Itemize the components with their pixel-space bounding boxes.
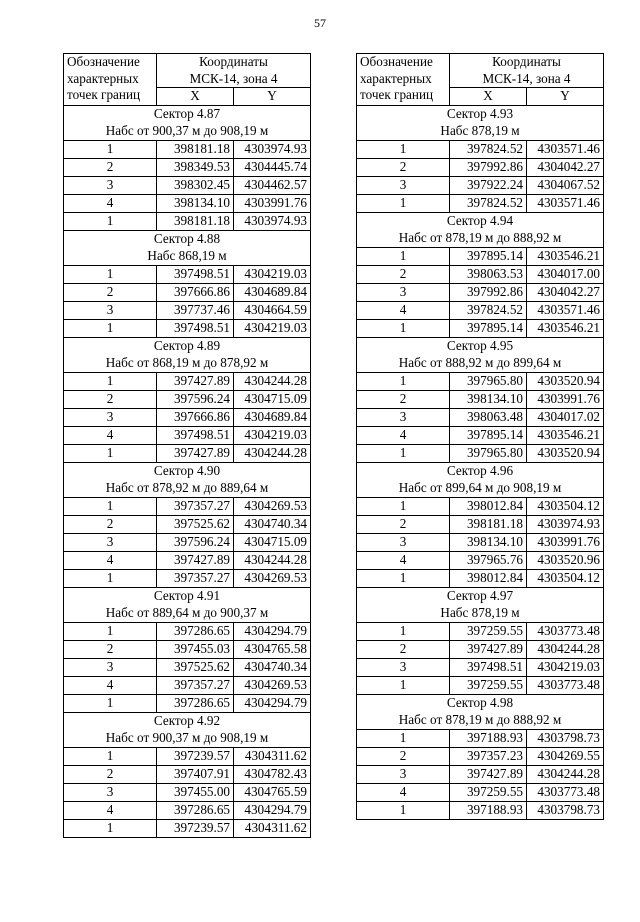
x-coordinate: 398063.48	[450, 409, 527, 427]
header-coord-line: Координаты	[199, 54, 268, 69]
table-row	[357, 766, 604, 784]
point-number: 1	[64, 623, 157, 641]
table-row	[64, 141, 311, 159]
table-row	[64, 159, 311, 177]
point-number: 3	[64, 659, 157, 677]
y-coordinate: 4304219.03	[234, 320, 311, 338]
sector-height-range: Нaбс от 868,19 м до 878,92 м	[105, 355, 269, 370]
header-point-designation	[64, 54, 157, 106]
y-coordinate: 4304269.53	[234, 677, 311, 695]
point-number: 3	[64, 534, 157, 552]
point-number: 3	[357, 534, 450, 552]
header-y: Y	[234, 88, 311, 106]
x-coordinate: 397922.24	[450, 177, 527, 195]
table-body	[357, 54, 604, 820]
point-number: 1	[357, 320, 450, 338]
header-x: X	[450, 88, 527, 106]
y-coordinate: 4303504.12	[527, 570, 604, 588]
y-coordinate: 4304244.28	[527, 641, 604, 659]
point-number: 3	[357, 177, 450, 195]
y-coordinate: 4303991.76	[527, 391, 604, 409]
point-number: 1	[64, 213, 157, 231]
sector-title-row	[64, 231, 311, 266]
x-coordinate: 398302.45	[157, 177, 234, 195]
sector-name: Сектор 4.96	[446, 463, 514, 478]
sector-name: Сектор 4.89	[153, 338, 221, 353]
x-coordinate: 397357.27	[157, 498, 234, 516]
point-number: 1	[357, 498, 450, 516]
x-coordinate: 397455.03	[157, 641, 234, 659]
point-number: 2	[357, 641, 450, 659]
y-coordinate: 4304715.09	[234, 391, 311, 409]
point-number: 1	[357, 802, 450, 820]
x-coordinate: 397427.89	[157, 552, 234, 570]
sector-height-range: Нaбс от 878,19 м до 888,92 м	[398, 712, 562, 727]
sector-height-range: Нaбс 878,19 м	[440, 605, 520, 620]
table-row	[64, 516, 311, 534]
y-coordinate: 4304219.03	[527, 659, 604, 677]
y-coordinate: 4303520.96	[527, 552, 604, 570]
table-row	[64, 802, 311, 820]
table-row	[357, 659, 604, 677]
y-coordinate: 4304244.28	[234, 552, 311, 570]
sector-title-row	[357, 463, 604, 498]
point-number: 3	[64, 784, 157, 802]
y-coordinate: 4303974.93	[527, 516, 604, 534]
sector-height-range: Нaбс от 889,64 м до 900,37 м	[105, 605, 269, 620]
x-coordinate: 398181.18	[157, 213, 234, 231]
y-coordinate: 4303991.76	[527, 534, 604, 552]
x-coordinate: 398012.84	[450, 498, 527, 516]
sector-title	[64, 231, 311, 266]
sector-height-range: Нaбс от 878,19 м до 888,92 м	[398, 230, 562, 245]
point-number: 1	[64, 445, 157, 463]
table-row	[64, 195, 311, 213]
point-number: 1	[64, 820, 157, 838]
x-coordinate: 397427.89	[157, 373, 234, 391]
y-coordinate: 4303773.48	[527, 784, 604, 802]
point-number: 4	[357, 784, 450, 802]
header-coord-line: МСК-14, зона 4	[482, 70, 571, 86]
sector-name: Сектор 4.92	[153, 713, 221, 728]
y-coordinate: 4303974.93	[234, 141, 311, 159]
x-coordinate: 397895.14	[450, 320, 527, 338]
sector-title	[64, 463, 311, 498]
point-number: 4	[357, 427, 450, 445]
point-number: 3	[64, 409, 157, 427]
sector-title-row	[64, 338, 311, 373]
y-coordinate: 4304017.00	[527, 266, 604, 284]
point-number: 4	[357, 552, 450, 570]
y-coordinate: 4303571.46	[527, 195, 604, 213]
x-coordinate: 397286.65	[157, 623, 234, 641]
table-row	[64, 748, 311, 766]
header-y: Y	[527, 88, 604, 106]
table-row	[64, 641, 311, 659]
x-coordinate: 397286.65	[157, 695, 234, 713]
y-coordinate: 4304219.03	[234, 266, 311, 284]
point-number: 2	[64, 766, 157, 784]
sector-title	[357, 588, 604, 623]
y-coordinate: 4304689.84	[234, 409, 311, 427]
x-coordinate: 398181.18	[157, 141, 234, 159]
y-coordinate: 4304244.28	[527, 766, 604, 784]
y-coordinate: 4304782.43	[234, 766, 311, 784]
x-coordinate: 397239.57	[157, 820, 234, 838]
table-row	[357, 748, 604, 766]
point-number: 2	[64, 641, 157, 659]
table-row	[357, 177, 604, 195]
y-coordinate: 4304219.03	[234, 427, 311, 445]
header-x: X	[157, 88, 234, 106]
table-row	[64, 302, 311, 320]
sector-height-range: Нaбс от 900,37 м до 908,19 м	[105, 730, 269, 745]
y-coordinate: 4303798.73	[527, 730, 604, 748]
point-number: 1	[64, 748, 157, 766]
table-row	[64, 677, 311, 695]
table-row	[357, 730, 604, 748]
table-row	[357, 570, 604, 588]
page-number: 57	[314, 16, 326, 30]
point-number: 2	[357, 159, 450, 177]
point-number: 1	[357, 730, 450, 748]
y-coordinate: 4304765.58	[234, 641, 311, 659]
point-number: 2	[64, 159, 157, 177]
table-row	[357, 623, 604, 641]
sector-title-row	[64, 588, 311, 623]
point-number: 4	[357, 302, 450, 320]
point-number: 3	[357, 766, 450, 784]
sector-name: Сектор 4.90	[153, 463, 221, 478]
coordinates-table-right	[356, 53, 604, 820]
x-coordinate: 397824.52	[450, 141, 527, 159]
sector-name: Сектор 4.95	[446, 338, 514, 353]
point-number: 2	[64, 516, 157, 534]
y-coordinate: 4304269.55	[527, 748, 604, 766]
table-row	[64, 820, 311, 838]
y-coordinate: 4303546.21	[527, 248, 604, 266]
x-coordinate: 397525.62	[157, 659, 234, 677]
point-number: 1	[64, 373, 157, 391]
sector-title-row	[357, 213, 604, 248]
point-number: 4	[64, 427, 157, 445]
point-number: 2	[357, 391, 450, 409]
sector-height-range: Нaбс от 900,37 м до 908,19 м	[105, 123, 269, 138]
sector-name: Сектор 4.91	[153, 588, 221, 603]
y-coordinate: 4304740.34	[234, 659, 311, 677]
table-row	[357, 427, 604, 445]
y-coordinate: 4304042.27	[527, 284, 604, 302]
y-coordinate: 4304294.79	[234, 802, 311, 820]
sector-height-range: Нaбс от 888,92 м до 899,64 м	[398, 355, 562, 370]
point-number: 1	[64, 570, 157, 588]
sector-name: Сектор 4.98	[446, 695, 514, 710]
y-coordinate: 4303504.12	[527, 498, 604, 516]
point-number: 1	[357, 677, 450, 695]
x-coordinate: 397357.23	[450, 748, 527, 766]
sector-title	[357, 213, 604, 248]
point-number: 4	[64, 677, 157, 695]
sector-title	[357, 106, 604, 141]
x-coordinate: 397498.51	[157, 266, 234, 284]
sector-title-row	[64, 463, 311, 498]
x-coordinate: 397407.91	[157, 766, 234, 784]
table-row	[357, 266, 604, 284]
point-number: 1	[357, 445, 450, 463]
x-coordinate: 397455.00	[157, 784, 234, 802]
x-coordinate: 397498.51	[450, 659, 527, 677]
header-coordinates	[157, 54, 311, 88]
table-row	[64, 266, 311, 284]
y-coordinate: 4304042.27	[527, 159, 604, 177]
table-row	[357, 677, 604, 695]
point-number: 3	[64, 177, 157, 195]
point-number: 2	[64, 284, 157, 302]
table-row	[357, 552, 604, 570]
header-point-designation	[357, 54, 450, 106]
sector-name: Сектор 4.93	[446, 106, 514, 121]
point-number: 1	[64, 141, 157, 159]
y-coordinate: 4304269.53	[234, 570, 311, 588]
point-number: 1	[357, 248, 450, 266]
point-number: 3	[357, 659, 450, 677]
sector-height-range: Нaбс от 878,92 м до 889,64 м	[105, 480, 269, 495]
table-row	[64, 213, 311, 231]
header-name-line: точек границ	[67, 87, 141, 102]
sector-title-row	[64, 713, 311, 748]
x-coordinate: 397895.14	[450, 427, 527, 445]
y-coordinate: 4304445.74	[234, 159, 311, 177]
point-number: 4	[64, 552, 157, 570]
point-number: 3	[357, 409, 450, 427]
x-coordinate: 397259.55	[450, 784, 527, 802]
table-row	[64, 284, 311, 302]
table-row	[357, 284, 604, 302]
header-name-line: характерных	[360, 70, 432, 86]
header-coord-line: Координаты	[492, 54, 561, 69]
header-name-line: точек границ	[360, 87, 434, 102]
x-coordinate: 398134.10	[450, 534, 527, 552]
y-coordinate: 4303773.48	[527, 623, 604, 641]
y-coordinate: 4304311.62	[234, 748, 311, 766]
header-coordinates	[450, 54, 604, 88]
y-coordinate: 4304664.59	[234, 302, 311, 320]
point-number: 2	[357, 748, 450, 766]
x-coordinate: 397498.51	[157, 320, 234, 338]
sector-title-row	[357, 106, 604, 141]
x-coordinate: 397824.52	[450, 195, 527, 213]
y-coordinate: 4303546.21	[527, 427, 604, 445]
sector-title	[357, 463, 604, 498]
table-row	[64, 445, 311, 463]
sector-title-row	[64, 106, 311, 141]
x-coordinate: 397666.86	[157, 409, 234, 427]
point-number: 1	[64, 498, 157, 516]
sector-height-range: Нaбс от 899,64 м до 908,19 м	[398, 480, 562, 495]
sector-title	[64, 713, 311, 748]
table-row	[64, 498, 311, 516]
header-name-line: Обозначение	[360, 54, 433, 69]
table-row	[64, 427, 311, 445]
y-coordinate: 4304067.52	[527, 177, 604, 195]
x-coordinate: 397992.86	[450, 159, 527, 177]
x-coordinate: 397259.55	[450, 623, 527, 641]
x-coordinate: 397357.27	[157, 570, 234, 588]
sector-name: Сектор 4.88	[153, 231, 221, 246]
x-coordinate: 397992.86	[450, 284, 527, 302]
y-coordinate: 4304765.59	[234, 784, 311, 802]
point-number: 3	[64, 302, 157, 320]
y-coordinate: 4304311.62	[234, 820, 311, 838]
table-row	[357, 516, 604, 534]
x-coordinate: 397596.24	[157, 534, 234, 552]
sector-name: Сектор 4.94	[446, 213, 514, 228]
table-row	[64, 409, 311, 427]
table-row	[64, 534, 311, 552]
table-row	[64, 623, 311, 641]
table-row	[357, 141, 604, 159]
point-number: 1	[357, 623, 450, 641]
y-coordinate: 4303571.46	[527, 141, 604, 159]
table-row	[64, 695, 311, 713]
sector-title	[357, 338, 604, 373]
x-coordinate: 397427.89	[450, 766, 527, 784]
table-row	[357, 534, 604, 552]
table-row	[64, 570, 311, 588]
table-row	[64, 177, 311, 195]
table-body	[64, 54, 311, 838]
y-coordinate: 4304462.57	[234, 177, 311, 195]
table-row	[357, 641, 604, 659]
point-number: 1	[64, 695, 157, 713]
x-coordinate: 397286.65	[157, 802, 234, 820]
table-row	[357, 498, 604, 516]
header-name-line: Обозначение	[67, 54, 140, 69]
sector-name: Сектор 4.87	[153, 106, 221, 121]
y-coordinate: 4303520.94	[527, 445, 604, 463]
sector-title-row	[357, 695, 604, 730]
table-row	[64, 391, 311, 409]
x-coordinate: 398349.53	[157, 159, 234, 177]
x-coordinate: 398181.18	[450, 516, 527, 534]
table-row	[64, 373, 311, 391]
header-coord-line: МСК-14, зона 4	[189, 70, 278, 86]
y-coordinate: 4304269.53	[234, 498, 311, 516]
x-coordinate: 397737.46	[157, 302, 234, 320]
point-number: 2	[357, 516, 450, 534]
sector-title	[64, 106, 311, 141]
sector-height-range: Нaбс 878,19 м	[440, 123, 520, 138]
x-coordinate: 397188.93	[450, 802, 527, 820]
table-row	[357, 391, 604, 409]
y-coordinate: 4304715.09	[234, 534, 311, 552]
table-row	[357, 302, 604, 320]
sector-title-row	[357, 338, 604, 373]
point-number: 3	[357, 284, 450, 302]
x-coordinate: 397525.62	[157, 516, 234, 534]
point-number: 1	[357, 195, 450, 213]
point-number: 1	[64, 266, 157, 284]
x-coordinate: 398134.10	[450, 391, 527, 409]
y-coordinate: 4304689.84	[234, 284, 311, 302]
table-row	[357, 445, 604, 463]
y-coordinate: 4304740.34	[234, 516, 311, 534]
y-coordinate: 4304244.28	[234, 445, 311, 463]
x-coordinate: 397666.86	[157, 284, 234, 302]
point-number: 4	[64, 802, 157, 820]
table-row	[357, 195, 604, 213]
y-coordinate: 4303798.73	[527, 802, 604, 820]
x-coordinate: 397965.80	[450, 445, 527, 463]
table-row	[357, 802, 604, 820]
table-row	[357, 409, 604, 427]
table-row	[64, 766, 311, 784]
x-coordinate: 398134.10	[157, 195, 234, 213]
y-coordinate: 4303520.94	[527, 373, 604, 391]
sector-title-row	[357, 588, 604, 623]
table-row	[64, 320, 311, 338]
x-coordinate: 398012.84	[450, 570, 527, 588]
x-coordinate: 397596.24	[157, 391, 234, 409]
table-row	[357, 784, 604, 802]
y-coordinate: 4303571.46	[527, 302, 604, 320]
header-name-line: характерных	[67, 70, 139, 86]
sector-height-range: Нaбс 868,19 м	[147, 248, 227, 263]
point-number: 4	[64, 195, 157, 213]
point-number: 1	[64, 320, 157, 338]
sector-name: Сектор 4.97	[446, 588, 514, 603]
sector-title	[64, 588, 311, 623]
point-number: 1	[357, 373, 450, 391]
x-coordinate: 397357.27	[157, 677, 234, 695]
y-coordinate: 4304294.79	[234, 623, 311, 641]
x-coordinate: 397824.52	[450, 302, 527, 320]
x-coordinate: 397427.89	[450, 641, 527, 659]
y-coordinate: 4303991.76	[234, 195, 311, 213]
y-coordinate: 4303546.21	[527, 320, 604, 338]
y-coordinate: 4304244.28	[234, 373, 311, 391]
x-coordinate: 397188.93	[450, 730, 527, 748]
point-number: 1	[357, 570, 450, 588]
table-row	[357, 320, 604, 338]
x-coordinate: 397498.51	[157, 427, 234, 445]
table-row	[64, 784, 311, 802]
y-coordinate: 4304017.02	[527, 409, 604, 427]
y-coordinate: 4303974.93	[234, 213, 311, 231]
x-coordinate: 397895.14	[450, 248, 527, 266]
table-row	[64, 552, 311, 570]
point-number: 2	[64, 391, 157, 409]
coordinates-table-left	[63, 53, 311, 838]
point-number: 2	[357, 266, 450, 284]
x-coordinate: 398063.53	[450, 266, 527, 284]
point-number: 1	[357, 141, 450, 159]
y-coordinate: 4304294.79	[234, 695, 311, 713]
table-row	[357, 373, 604, 391]
table-row	[64, 659, 311, 677]
x-coordinate: 397965.80	[450, 373, 527, 391]
sector-title	[357, 695, 604, 730]
sector-title	[64, 338, 311, 373]
table-row	[357, 159, 604, 177]
x-coordinate: 397965.76	[450, 552, 527, 570]
x-coordinate: 397427.89	[157, 445, 234, 463]
x-coordinate: 397239.57	[157, 748, 234, 766]
table-row	[357, 248, 604, 266]
x-coordinate: 397259.55	[450, 677, 527, 695]
y-coordinate: 4303773.48	[527, 677, 604, 695]
